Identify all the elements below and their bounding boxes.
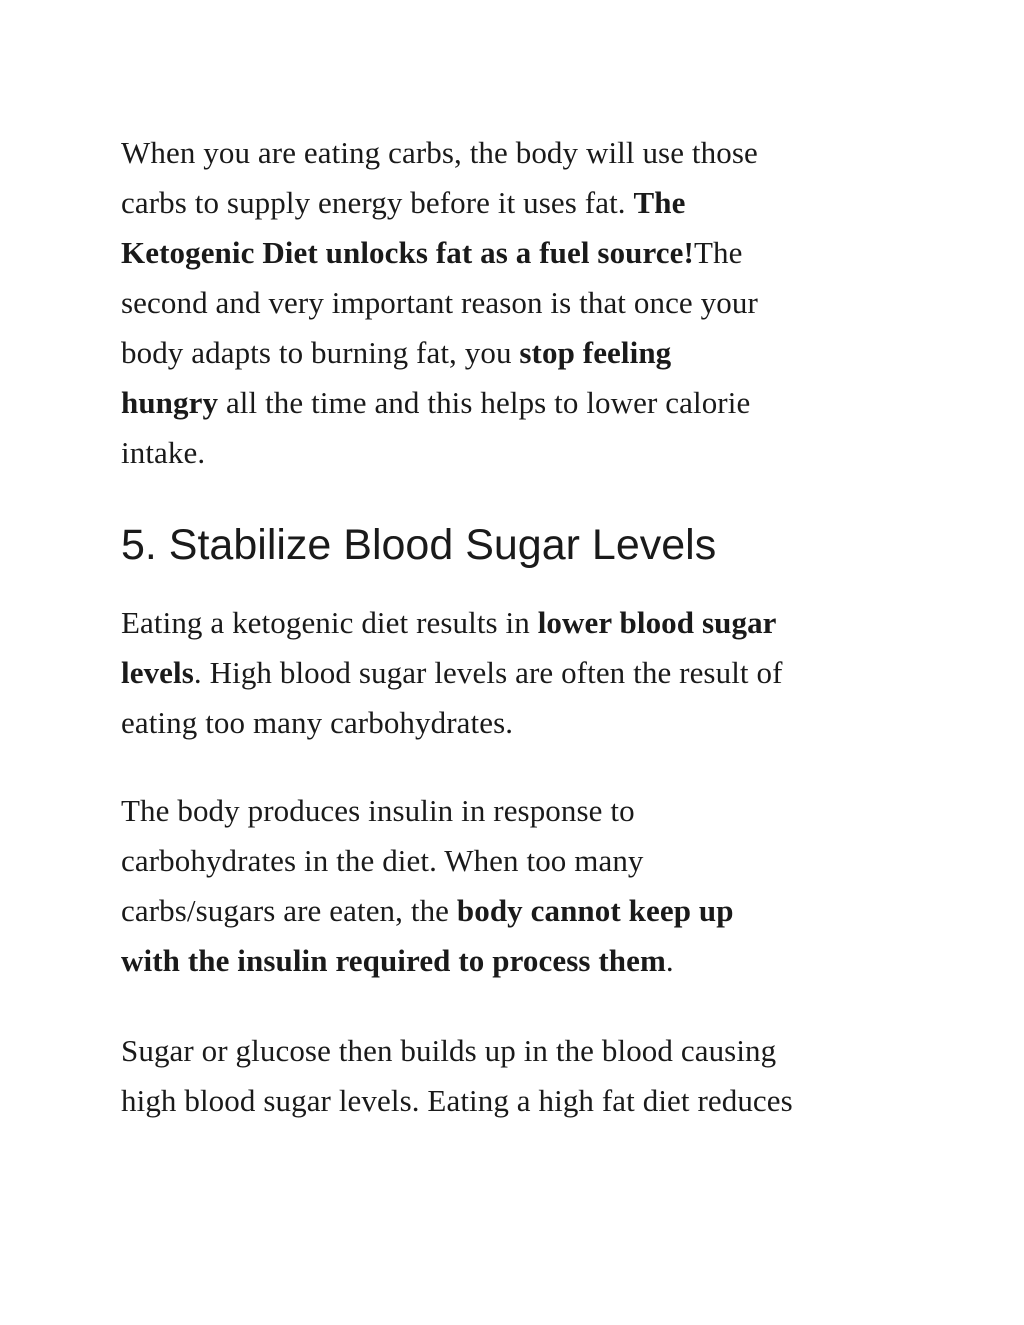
bold-text: hungry [121,385,219,420]
text-line: carbs/sugars are eaten, the [121,893,457,928]
bold-text: lower blood sugar [537,605,777,640]
text-line: . [665,943,674,978]
bold-text: body cannot keep up [456,893,734,928]
bold-text: with the insulin required to process them [121,943,666,978]
paragraph-fat-fuel [121,128,901,478]
text-line: Sugar or glucose then builds up in the blood causing [121,1033,777,1068]
paragraph-lower-blood-sugar [121,598,901,748]
text-line: eating too many carbohydrates. [121,705,514,740]
paragraph-glucose [121,1026,901,1126]
text-line: body adapts to burning fat, you [121,335,520,370]
text-line: carbs to supply energy before it uses fat. [121,185,634,220]
text-line: carbohydrates in the diet. When too many [121,843,644,878]
text-line: intake. [121,435,206,470]
text-line: Eating a ketogenic diet results in [121,605,538,640]
bold-text: levels [121,655,194,690]
text-line: high blood sugar levels. Eating a high fat diet reduces [121,1083,793,1118]
text-line: second and very important reason is that once your [121,285,758,320]
text-line: The body produces insulin in response to [121,793,635,828]
text-line: all the time and this helps to lower calorie [218,385,751,420]
bold-text: stop feeling [519,335,672,370]
document-page [121,128,901,1126]
bold-text: The [633,185,686,220]
paragraph-insulin [121,786,901,986]
text-line: When you are eating carbs, the body will use those [121,135,758,170]
text-line: The [693,235,743,270]
section-heading: 5. Stabilize Blood Sugar Levels [121,521,717,569]
text-line: . High blood sugar levels are often the result of [193,655,783,690]
bold-text: Ketogenic Diet unlocks fat as a fuel source! [121,235,694,270]
